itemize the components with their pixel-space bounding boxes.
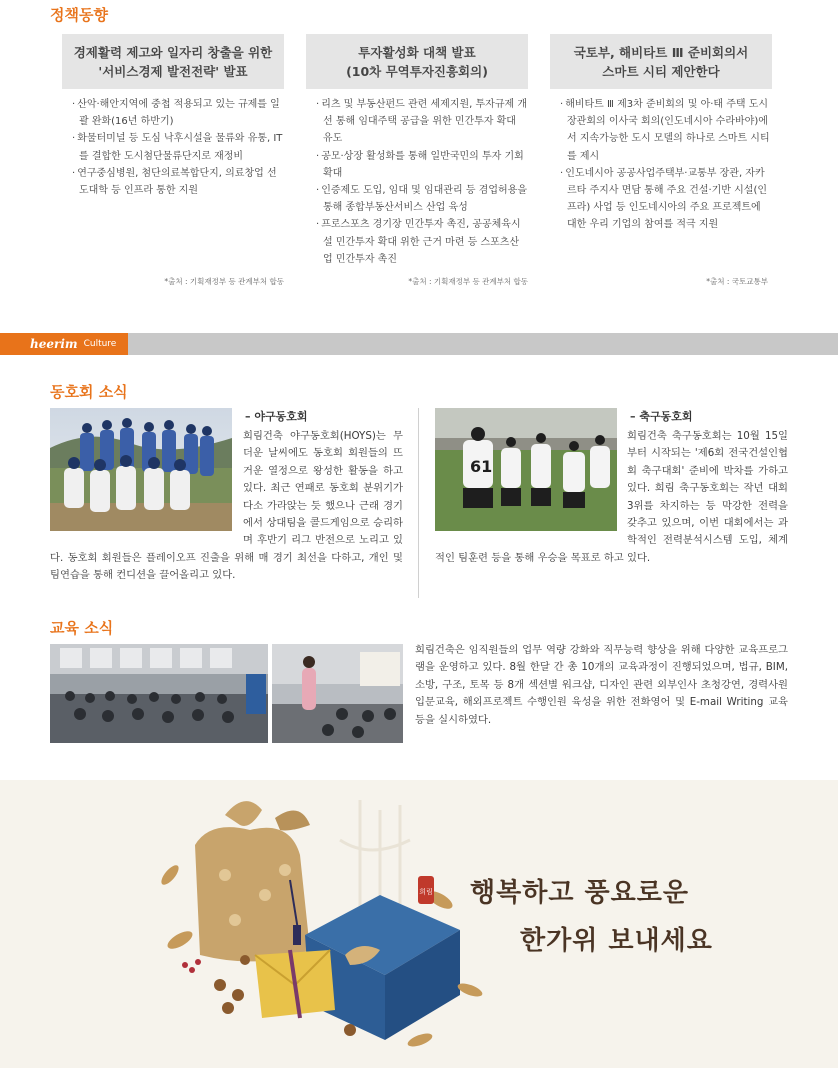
greeting-banner xyxy=(0,780,838,1068)
soccer-heading: – 축구동호회 xyxy=(630,410,693,423)
policy-heading-line: 스마트 시티 제안한다 xyxy=(602,63,720,79)
education-lecture-photo xyxy=(50,644,268,743)
list-item: · 연구중심병원, 첨단의료복합단지, 의료창업 선도대학 등 인프라 통한 지원 xyxy=(72,165,284,199)
greeting-line-2: 한가위 보내세요 xyxy=(520,926,713,956)
list-item: · 해비타트 Ⅲ 제3차 준비회의 및 아·태 주택 도시장관회의 이사국 회의(인도네시아 수라바야)에서 지속가능한 도시 모델의 하나로 스마트 시티를 제시 xyxy=(560,96,772,165)
education-section-title: 교육 소식 xyxy=(50,619,114,637)
seal-text: 희림 xyxy=(419,888,433,896)
float-spacer xyxy=(435,428,627,534)
soccer-text: 희림건축 축구동호회는 10월 15일부터 시작되는 '제6회 전국건설인협회 축구대회' 준비에 박차를 가하고 있다. 희림 축구동호회는 작년 대회 3위를 차지하는 등 막강한 전력을 갖추고 있으며, 이번 대회에서는 과학적인 전력분석시스템 도입, 체계적인 팀훈련 등을 통해 우승을 목표로 하고 있다. xyxy=(435,430,788,564)
policy-heading-box-1 xyxy=(62,34,284,89)
policy-heading-line: 투자활성화 대책 발표 xyxy=(358,44,476,60)
policy-source-1: *출처 : 기획재정부 등 관계부처 합동 xyxy=(164,277,284,286)
greeting-line-1: 행복하고 풍요로운 xyxy=(470,878,689,908)
soccer-text-body xyxy=(435,428,788,567)
policy-bullet-list-3 xyxy=(560,96,772,234)
list-item: · 인도네시아 공공사업주택부·교통부 장관, 자카르타 주지사 면담 통해 주요 건설·기반 시설(인프라) 사업 등 인도네시아의 주요 프로젝트에 대한 우리 기업의 참여를 적극 지원 xyxy=(560,165,772,234)
policy-heading-box-3 xyxy=(550,34,772,89)
club-section-title: 동호회 소식 xyxy=(50,383,128,401)
policy-heading-line: 국토부, 해비타트 Ⅲ 준비회의서 xyxy=(573,44,749,60)
policy-source-2: *출처 : 기획재정부 등 관계부처 합동 xyxy=(408,277,528,286)
policy-heading-box-2 xyxy=(306,34,528,89)
baseball-text-body xyxy=(50,428,403,585)
list-item: · 프로스포츠 경기장 민간투자 촉진, 공공체육시설 민간투자 확대 위한 근거 마련 등 스포츠산업 민간투자 촉진 xyxy=(316,216,528,268)
list-item: · 화물터미널 등 도심 낙후시설을 물류와 유통, IT를 결합한 도시첨단물류단지로 재정비 xyxy=(72,130,284,164)
education-speaker-photo xyxy=(272,644,403,743)
education-text: 희림건축은 임직원들의 업무 역량 강화와 직무능력 향상을 위해 다양한 교육프로그램을 운영하고 있다. 8월 한달 간 총 10개의 교육과정이 진행되었으며, 법규, BIM, 소방, 구조, 토목 등 8개 섹션별 워크샵, 디자인 관련 외부인사 초청강연, 경력사원 입문교육, 해외프로젝트 수행인원 육성을 위한 전화영어 및 E-mail Writing 교육 등을 실시하였다. xyxy=(415,644,788,726)
culture-tag xyxy=(0,333,128,355)
policy-bullet-list-2 xyxy=(316,96,528,268)
policy-bullet-list-1 xyxy=(72,96,284,199)
list-item: · 산악·해안지역에 중첩 적용되고 있는 규제를 일괄 완화(16년 하반기) xyxy=(72,96,284,130)
list-item: · 공모·상장 활성화를 통해 일반국민의 투자 기회 확대 xyxy=(316,148,528,182)
jersey-number: 61 xyxy=(470,457,493,476)
brand-logo-text: heerim xyxy=(30,337,78,351)
culture-label: Culture xyxy=(83,339,117,349)
policy-section-title: 정책동향 xyxy=(50,6,108,24)
policy-heading-line: (10차 무역투자진흥회의) xyxy=(346,63,488,79)
policy-source-3: *출처 : 국토교통부 xyxy=(706,277,768,286)
baseball-heading: – 야구동호회 xyxy=(245,410,308,423)
float-spacer xyxy=(50,428,243,534)
baseball-text: 희림건축 야구동호회(HOYS)는 무더운 날씨에도 동호회 회원들의 뜨거운 열정으로 왕성한 활동을 하고 있다. 최근 연패로 동호회 분위기가 다소 가라앉는 듯 했으나 근래 경기에서 상대팀을 콜드게임으로 승리하며 후반기 리그 반전으로 노리고 있다. 동호회 회원들은 플레이오프 진출을 위해 매 경기 최선을 다하고, 개인 및 팀연습을 통해 컨디션을 끌어올리고 있다. xyxy=(50,430,403,582)
list-item: · 인증제도 도입, 임대 및 임대관리 등 겸업허용을 통해 종합부동산서비스 산업 육성 xyxy=(316,182,528,216)
column-divider xyxy=(418,408,419,598)
list-item: · 리츠 및 부동산펀드 관련 세제지원, 투자규제 개선 통해 임대주택 공급을 위한 민간투자 확대 유도 xyxy=(316,96,528,148)
policy-heading-line: '서비스경제 발전전략' 발표 xyxy=(98,63,248,79)
policy-heading-line: 경제활력 제고와 일자리 창출을 위한 xyxy=(73,44,273,60)
